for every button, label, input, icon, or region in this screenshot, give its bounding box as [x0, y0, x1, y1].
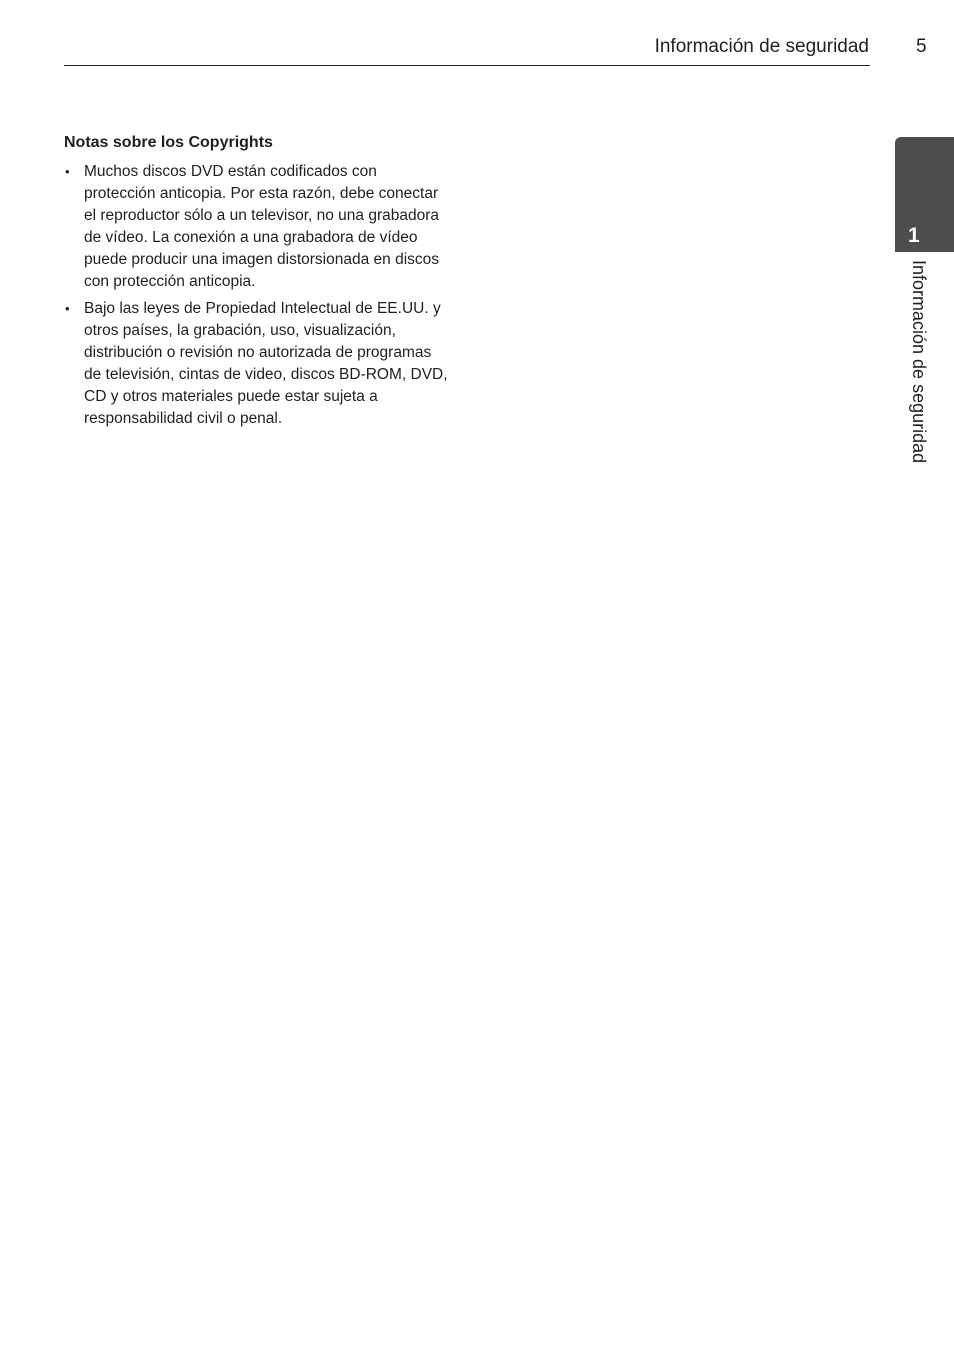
list-item-text: Bajo las leyes de Propiedad Intelectual de EE.UU. y otros países, la grabación, uso, visualización, distribución o revisión no autorizada de programas de televisión, cintas de video, discos BD-ROM, DVD, CD y otros materiales puede estar sujeta a responsabilidad civil o penal.: [84, 300, 448, 427]
section-heading: Notas sobre los Copyrights: [64, 134, 273, 151]
bullet-icon: •: [65, 301, 70, 317]
bullet-icon: •: [65, 164, 70, 179]
chapter-number: 1: [908, 224, 920, 247]
list-item-text: Muchos discos DVD están codificados con protección anticopia. Por esta razón, debe conectar el reproductor sólo a un televisor, no una grabadora de vídeo. La conexión a una grabadora de vídeo puede producir una imagen distorsionada en discos con protección anticopia.: [84, 163, 440, 290]
list-item: [64, 298, 449, 429]
list-item: [64, 161, 449, 292]
header-divider: [64, 65, 870, 66]
bullet-list: [64, 161, 449, 430]
chapter-label: Información de seguridad: [909, 260, 929, 464]
main-content: [64, 132, 449, 436]
page-number: 5: [916, 36, 927, 57]
header-title: Información de seguridad: [654, 36, 869, 57]
chapter-tab: [895, 137, 954, 252]
